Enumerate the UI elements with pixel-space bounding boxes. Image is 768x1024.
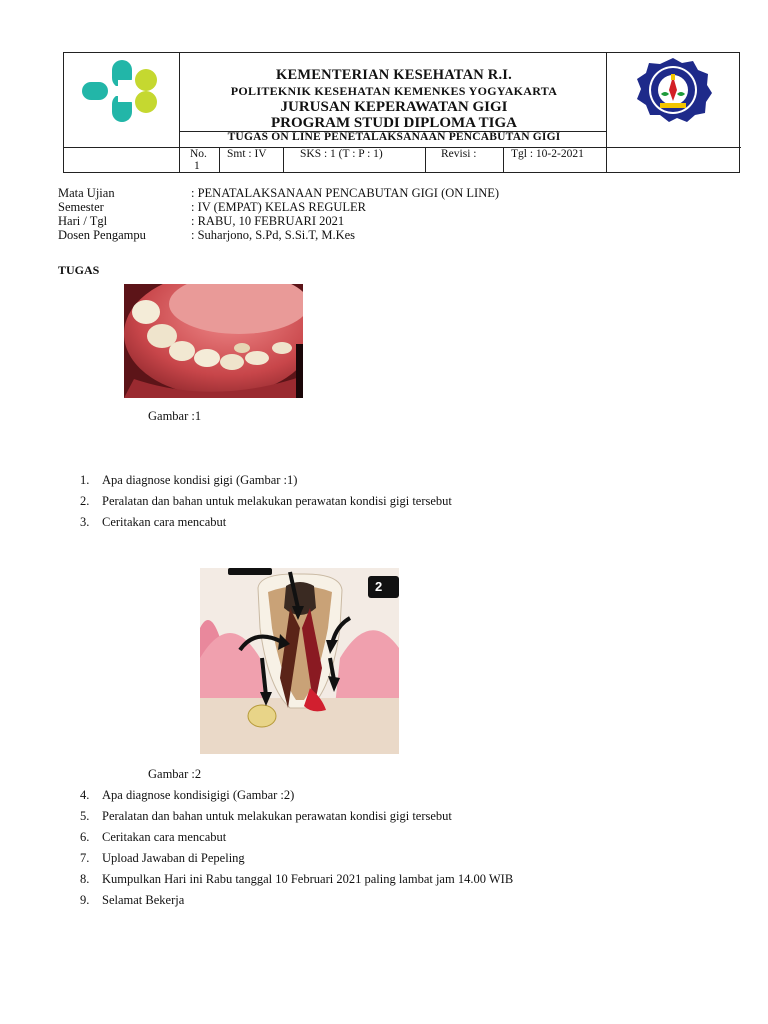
header-divider — [64, 147, 741, 148]
header-divider — [425, 147, 426, 172]
assignment-title: TUGAS ON LINE PENETALAKSANAAN PENCABUTAN GIGI — [227, 131, 561, 143]
info-value: : IV (EMPAT) KELAS REGULER — [191, 200, 367, 214]
header-divider — [283, 147, 284, 172]
poltekkes-seal — [632, 57, 714, 123]
question-number: 7. — [80, 851, 90, 865]
info-label: Hari / Tgl — [58, 214, 108, 228]
question-text: Peralatan dan bahan untuk melakukan perawatan kondisi gigi tersebut — [102, 809, 452, 823]
question-text: Selamat Bekerja — [102, 893, 185, 907]
question-text: Ceritakan cara mencabut — [102, 515, 227, 529]
question-number: 3. — [80, 515, 90, 529]
question-number: 6. — [80, 830, 90, 844]
question-number: 4. — [80, 788, 90, 802]
question-text: Apa diagnose kondisi gigi (Gambar :1) — [102, 473, 298, 487]
figure-1-caption: Gambar :1 — [148, 409, 202, 423]
institution-title — [181, 67, 607, 131]
doc-number-value: 1 — [194, 160, 200, 172]
header-divider — [503, 147, 504, 172]
info-value: : RABU, 10 FEBRUARI 2021 — [191, 214, 345, 228]
question-number: 9. — [80, 893, 90, 907]
info-label: Semester — [58, 200, 104, 214]
polytechnic-name: POLITEKNIK KESEHATAN KEMENKES YOGYAKARTA — [230, 84, 558, 98]
semester-cell: Smt : IV — [227, 148, 267, 160]
document-header-table — [63, 52, 740, 173]
info-value: : Suharjono, S.Pd, S.Si.T, M.Kes — [191, 228, 356, 242]
question-number: 1. — [80, 473, 90, 487]
question-text: Peralatan dan bahan untuk melakukan perawatan kondisi gigi tersebut — [102, 494, 452, 508]
figure-1-mouth-photo — [124, 284, 303, 398]
question-text: Kumpulkan Hari ini Rabu tanggal 10 Februari 2021 paling lambat jam 14.00 WIB — [102, 872, 514, 886]
info-value: : PENATALAKSANAAN PENCABUTAN GIGI (ON LINE) — [191, 186, 500, 200]
sks-cell: SKS : 1 (T : P : 1) — [300, 148, 383, 160]
question-number: 8. — [80, 872, 90, 886]
doc-number-label: No. — [190, 148, 207, 160]
section-title: TUGAS — [58, 263, 100, 277]
info-label: Mata Ujian — [58, 186, 115, 200]
program-name: PROGRAM STUDI DIPLOMA TIGA — [271, 115, 517, 131]
header-divider — [219, 147, 220, 172]
revision-cell: Revisi : — [441, 148, 477, 160]
info-label: Dosen Pengampu — [58, 228, 146, 242]
header-divider — [179, 53, 180, 172]
question-text: Upload Jawaban di Pepeling — [102, 851, 245, 865]
question-text: Apa diagnose kondisigigi (Gambar :2) — [102, 788, 295, 802]
figure-2-caption: Gambar :2 — [148, 767, 202, 781]
figure-2-badge: 2 — [375, 579, 383, 594]
question-number: 2. — [80, 494, 90, 508]
question-text: Ceritakan cara mencabut — [102, 830, 227, 844]
ministry-name: KEMENTERIAN KESEHATAN R.I. — [276, 67, 512, 83]
figure-2-tooth-illustration — [200, 568, 399, 754]
question-number: 5. — [80, 809, 90, 823]
department-name: JURUSAN KEPERAWATAN GIGI — [280, 99, 508, 115]
kemenkes-logo — [82, 58, 164, 124]
date-cell: Tgl : 10-2-2021 — [511, 148, 584, 160]
